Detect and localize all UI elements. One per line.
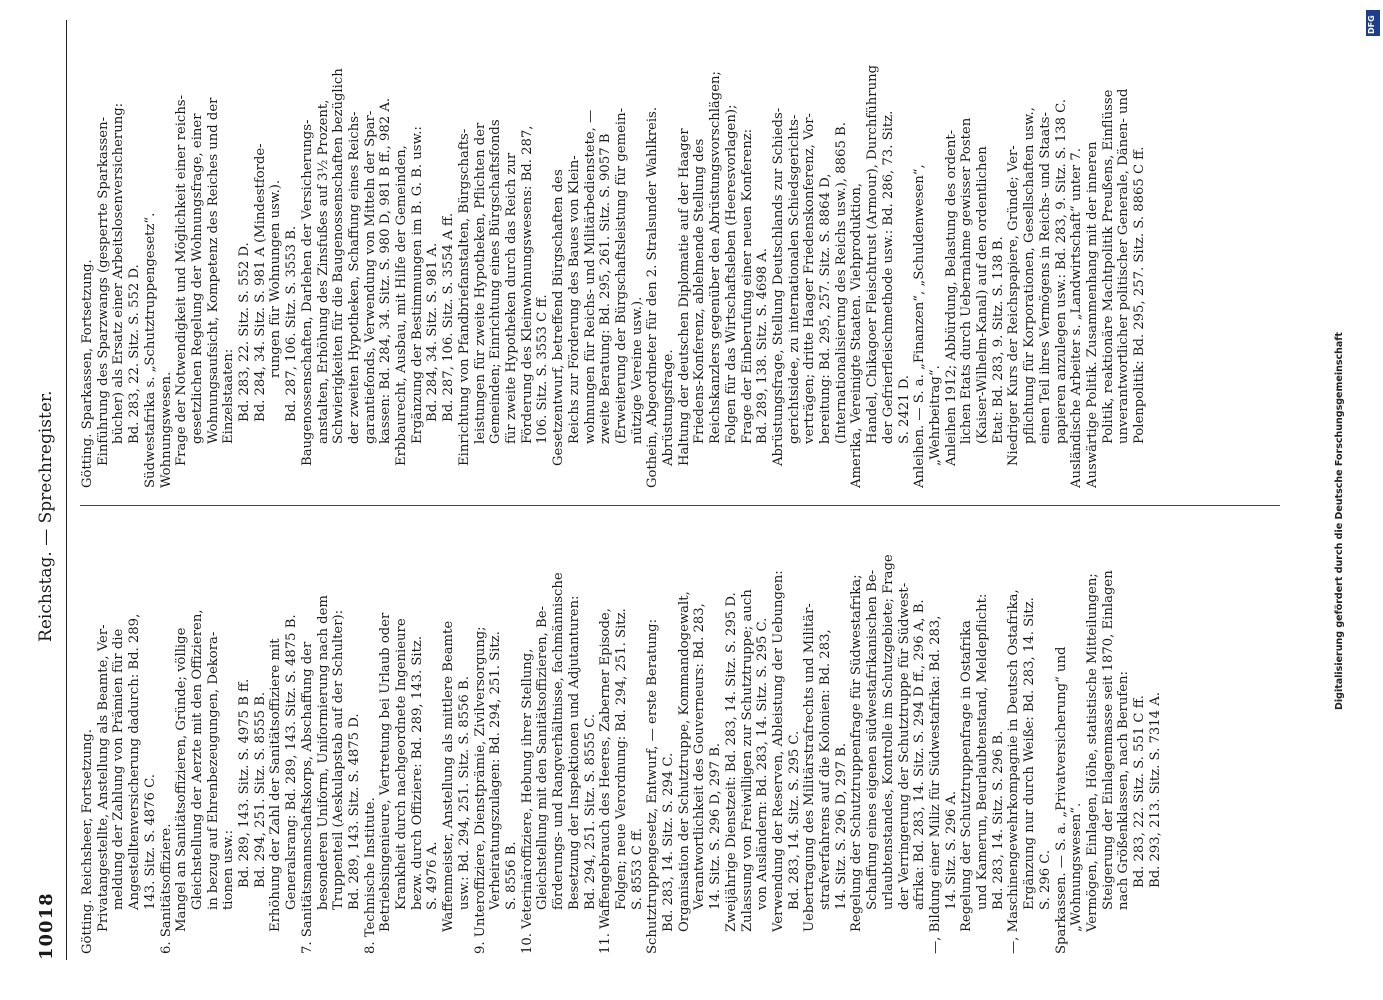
page-number: 10018 [35,892,57,960]
register-entry-line: Reichs zur Förderung des Baues von Klein- [566,155,582,444]
register-entry-line: Gleichstellung mit den Sanitätsoffizieren, Be- [535,606,551,910]
register-entry-line: Steigerung der Einlagenmasse seit 1870, Einlagen [1100,570,1116,910]
digitization-note [1320,10,1345,730]
register-entry-line: 14. Sitz. S. 296 D, 297 B. [708,742,724,910]
register-entry-line: Besetzung der Inspektionen und Adjutanturen: [566,595,582,910]
running-title: Reichstag. — Sprechregister. [36,390,56,642]
register-entry-line: 14. Sitz. S. 296 D, 297 B. [833,742,849,910]
register-entry-line: Etat: Bd. 283, 9. Sitz. S. 138 B. [990,236,1006,444]
register-entry-line: Bd. 284, 34. Sitz. S. 981 A (Mindestforde- [252,143,268,422]
register-entry-line: Anleihen. — S. a. „Finanzen“, „Schuldenwesen“, [912,164,928,488]
register-entry-line: Bd. 289, 143. Sitz. S. 4975 B ff. [237,678,253,888]
register-entry-line: Verheiratungszulagen: Bd. 294, 251. Sitz. [488,631,504,910]
register-entry-line: Polenpolitik: Bd. 295, 257. Sitz. S. 8865 C ff. [1132,146,1148,444]
register-entry-line: der Gefrierfleischmethode usw.: Bd. 286, 73. Sitz. [880,110,896,444]
register-entry-line: nützige Vereine usw.). [629,296,645,444]
register-entry-line: für zweite Hypotheken durch das Reich zur [503,152,519,444]
register-entry-line: garantiefonds, Verwendung von Mitteln der Spar- [362,110,378,444]
register-entry-line: 7. Sanitätsmannschaftskorps, Abschaffung der [299,641,315,954]
register-entry-line: anstalten, Erhöhung des Zinsfußes auf 3½ Prozent, [315,99,331,444]
register-entry-line: „Wehrbeitrag“. [927,365,943,466]
register-entry-line: papieren anzulegen usw.: Bd. 283, 9. Sitz. S. 138 C. [1053,99,1069,444]
register-entry-line: Bd. 283, 14. Sitz. S. 294 C. [661,752,677,932]
register-entry-line: Ergänzung nur durch Weiße: Bd. 283, 14. Sitz. [1022,597,1038,910]
register-entry-line: meldung der Zahlung von Prämien für die [111,628,127,910]
register-entry-line: förderungs- und Rangverhältnisse, fachmännische [551,572,567,910]
register-entry-line: Ausländische Arbeiter s. „Landwirtschaft“ unter 7. [1069,148,1085,488]
register-entry-line: Uebertragung des Militärstrafrechts und Militär- [802,603,818,932]
register-entry-line: Zulassung von Freiwilligen zur Schutztruppe; auch [739,589,755,932]
register-entry-line: Einrichtung von Pfandbriefanstalten, Bürgschafts- [456,128,472,466]
register-entry-line: Niedriger Kurs der Reichspapiere, Gründe; Ver- [1006,145,1022,466]
register-entry-line: Frage der Einberufung einer neuen Konferenz: [739,128,755,444]
register-entry-line: Privatangestellte, Anstellung als Beamte, Ver- [95,624,111,932]
register-entry-line: —, Bildung einer Miliz für Südwestafrika: Bd. 283, [927,615,943,954]
register-entry-line: bereitung: Bd. 295, 257. Sitz. S. 8864 D, [818,173,834,444]
register-entry-line: Truppenteil (Aeskulapstab auf der Schulter): [331,609,347,910]
register-entry-line: —, Maschinengewehrkompagnie in Deutsch Ostafrika, [1006,589,1022,954]
register-entry-line: Mangel an Sanitätsoffizieren, Gründe; völlige [174,627,190,932]
register-entry-line: 8. Technische Institute. [362,797,378,954]
register-entry-line: Schaffung eines eigenen südwestafrikanischen Be- [865,569,881,910]
register-entry-line: Wohnungswesen. [158,371,174,488]
register-entry-line: Gleichstellung der Aerzte mit den Offizieren, [189,609,205,910]
register-entry-line: Handel, Chikagoer Fleischtrust (Armour), Durchführung [865,64,881,444]
register-entry-line: pflichtung für Korporationen, Gesellschaften usw., [1022,107,1038,444]
register-entry-line: S. 8556 B. [503,841,519,910]
register-entry-line: Ergänzung der Bestimmungen im B. G. B. usw.: [409,126,425,444]
register-entry-line: (Kaiser-Wilhelm-Kanal) auf den ordentlichen [975,146,991,444]
register-entry-line: von Ausländern: Bd. 283, 14. Sitz. S. 295 C. [755,617,771,910]
register-entry-line: unverantwortlicher politischer Generale, Dänen- und [1116,88,1132,444]
register-entry-line: kassen: Bd. 284, 34. Sitz. S. 980 D, 981 B ff., 982 A. [378,97,394,444]
register-entry-line: Gothein, Abgeordneter für den 2. Stralsunder Wahlkreis. [645,106,661,488]
right-column [80,38,1300,488]
register-entry-line: Abrüstungsfrage, Stellung Deutschlands zur Schieds- [770,107,786,466]
register-entry-line: Reichskanzlers gegenüber den Abrüstungsvorschlägen; [708,71,724,444]
register-entry-line: nach Größenklassen, nach Berufen: [1116,671,1132,910]
register-entry-line: S. 2421 D. [896,375,912,444]
register-entry-line: 10. Veterinäroffiziere, Hebung ihrer Stellung, [519,648,535,954]
register-entry-line: leistungen für zweite Hypotheken, Pflichten der [472,122,488,444]
register-entry-line: Regelung der Schutztruppenfrage für Südwestafrika; [849,574,865,932]
register-entry-line: Anleihen 1912; Abbürdung, Belastung des ordent- [943,129,959,466]
register-entry-line: verträgen; dritte Haager Friedenskonferenz, Vor- [802,113,818,444]
register-entry-line: Abrüstungsfrage. [661,349,677,466]
dfg-badge-label: DFG [1367,15,1376,34]
register-entry-line: Südwestafrika s. „Schutztruppengesetz“. [142,212,158,488]
register-entry-line: Haltung der deutschen Diplomatie auf der Haager [676,128,692,466]
register-entry-line: zweite Beratung: Bd. 295, 261. Sitz. S. 9057 B [598,133,614,444]
register-entry-line: 11. Waffengebrauch des Heeres, Zaberner Episode, [598,608,614,954]
register-entry-line: und Kamerun, Beurlaubtenstand, Meldepflicht: [975,593,991,910]
register-entry-line: 14. Sitz. S. 296 A. [943,790,959,910]
register-entry-line: Bd. 294, 251. Sitz. S. 8555 C. [582,713,598,910]
register-entry-line: der zweiten Hypotheken, Schaffung eines Reichs- [346,111,362,444]
register-entry-line: Bd. 283, 14. Sitz. S. 295 C. [786,730,802,910]
register-entry-line: gerichtsidee, zu internationalen Schiedsgerichts- [786,114,802,444]
register-entry-line: tionen usw.: [221,829,237,910]
column-divider [80,505,1280,506]
register-entry-line: Bd. 287, 106. Sitz. S. 3554 A ff. [441,212,457,422]
register-entry-line: S. 8553 C ff. [629,827,645,910]
register-entry-line: Bd. 289, 138. Sitz. S. 4698 A. [755,248,771,444]
register-entry-line: Regelung der Schutztruppenfrage in Ostafrika [959,620,975,932]
page-header [28,20,64,960]
register-entry-line: Auswärtige Politik. Zusammenhang mit der inneren [1085,141,1100,488]
register-entry-line: Götting. Sparkassen, Fortsetzung. [80,259,95,488]
register-entry-line: Bd. 294, 251. Sitz. S. 8555 B. [252,691,268,888]
register-entry-line: Verantwortlichkeit des Gouverneurs: Bd. 283, [692,603,708,910]
register-entry-line: Verwendung der Reserven, Ableistung der Uebungen: [770,570,786,932]
register-entry-line: wohnungen für Reichs- und Militärbedienstete, — [582,109,598,444]
register-entry-line: in bezug auf Ehrenbezeugungen, Dekora- [205,631,221,910]
register-entry-line: Baugenossenschaften, Darlehen der Versicherungs- [299,119,315,466]
register-entry-line: S. 4976 A. [425,841,441,910]
register-entry-line: Bd. 287, 106. Sitz. S. 3553 B. [284,225,300,422]
register-entry-line: Friedens-Konferenz, ablehnende Stellung des [692,138,708,444]
register-entry-line: Schutztruppengesetz, Entwurf, — erste Beratung: [645,618,661,954]
dfg-badge [1366,10,1380,36]
register-entry-line: Bd. 283, 14. Sitz. S. 296 B. [990,730,1006,910]
register-entry-line: Waffenmeister, Anstellung als mittlere Beamte [441,620,457,932]
register-entry-line: (Erweiterung der Bürgschaftsleistung für gemein- [613,107,629,444]
register-entry-line: 6. Sanitätsoffiziere. [158,823,174,954]
register-entry-line: 106. Sitz. S. 3553 C ff. [535,294,551,444]
register-entry-line: (Internationalisierung des Reichs usw.), 8865 B. [833,122,849,444]
register-entry-line: Zweijährige Dienstzeit: Bd. 283, 14. Sitz. S. 295 D. [723,592,739,932]
register-entry-line: Förderung des Kleinwohnungswesens: Bd. 287, [519,125,535,444]
register-entry-line: bezw. durch Offiziere: Bd. 289, 143. Sitz. [409,635,425,910]
digitization-note-text: Digitalisierung gefördert durch die Deutsche Forschungsgemeinschaft [1334,332,1345,710]
register-entry-line: Sparkassen. — S. a. „Privatversicherung“ und [1053,646,1069,954]
register-entry-line: lichen Etats durch Uebernahme gewisser Posten [959,117,975,444]
register-entry-line: afrika: Bd. 283, 14. Sitz. S. 294 D ff., 296 A, B. [912,599,928,910]
register-entry-line: usw.: Bd. 294, 251. Sitz. S. 8556 B. [456,676,472,910]
register-entry-line: rungen für Wohnungen usw.). [268,179,284,378]
register-entry-line: Erbbaurecht, Ausbau, mit Hilfe der Gemeinden, [394,145,410,466]
register-entry-line: besonderen Uniform, Uniformierung nach dem [315,595,331,910]
header-rule [66,20,67,960]
register-entry-line: bücher) als Ersatz einer Arbeitslosenversicherung: [111,102,127,444]
register-entry-line: Vermögen, Einlagen, Höhe, statistische Mitteilungen; [1085,573,1100,932]
register-entry-line: strafverfahrens auf die Kolonien: Bd. 283, [818,629,834,910]
register-entry-line: „Wohnungswesen“. [1069,802,1085,932]
register-entry-line: Folgen für das Wirtschaftsleben (Heeresvorlagen); [723,104,739,444]
register-entry-line: Gemeinden; Einrichtung eines Bürgschaftsfonds [488,119,504,444]
register-entry-line: Bd. 283, 22. Sitz. S. 551 C ff. [1132,695,1148,888]
register-entry-line: Bd. 289, 143. Sitz. S. 4875 D. [346,713,362,910]
register-entry-line: gesetzlichen Regelung der Wohnungsfrage, einer [189,113,205,444]
register-entry-line: Wohnungsaufsicht, Kompetenz des Reiches und der [205,97,221,444]
register-entry-line: Götting. Reichsheer, Fortsetzung. [80,729,95,954]
register-entry-line: Folgen; neue Verordnung: Bd. 294, 251. Sitz. [613,608,629,910]
register-entry-line: der Verringerung der Schutztruppe für Südwest- [896,582,912,910]
register-entry-line: Krankheit durch nachgeordnete Ingenieure [394,618,410,910]
register-entry-line: Generalsrang: Bd. 289, 143. Sitz. S. 4875 B. [284,614,300,910]
register-entry-line: urlaubtenstandes, Kontrolle im Schutzgebiete; Frage [880,554,896,910]
register-entry-line: Bd. 284, 34. Sitz. S. 981 A. [425,242,441,422]
register-entry-line: Organisation der Schutztruppe, Kommandogewalt, [676,591,692,932]
register-entry-line: Bd. 283, 22. Sitz. S. 552 D. [237,242,253,422]
register-entry-line: Amerika, Vereinigte Staaten. Viehproduktion, [849,182,865,488]
register-entry-line: Bd. 283, 22. Sitz. S. 552 D. [127,264,143,444]
register-entry-line: Gesetzentwurf, betreffend Bürgschaften des [551,169,567,466]
register-entry-line: Erhöhung der Zahl der Sanitätsoffiziere mit [268,638,284,932]
register-entry-line: Angestelltenversicherung dadurch: Bd. 289, [127,613,143,910]
register-entry-line: Einzelstaaten: [221,348,237,444]
register-entry-line: Betriebsingenieure, Vertretung bei Urlaub oder [378,612,394,932]
register-entry-line: Politik, reaktionäre Machtpolitik Preußens, Einflüsse [1100,89,1116,444]
register-entry-line: 9. Unteroffiziere, Dienstprämie, Zivilversorgung; [472,626,488,954]
register-entry-line: Schwierigkeiten für die Baugenossenschaften bezüglich [331,68,347,444]
register-entry-line: einen Teil ihres Vermögens in Reichs- und Staats- [1037,112,1053,444]
register-entry-line: Bd. 293, 213. Sitz. S. 7314 A. [1147,692,1163,888]
register-entry-line: Einführung des Sparzwangs (gesperrte Sparkassen- [95,116,111,466]
register-entry-line: S. 296 C. [1037,849,1053,910]
left-column [80,504,1300,954]
register-entry-line: Frage der Notwendigkeit und Möglichkeit einer reichs- [174,94,190,466]
register-entry-line: 143. Sitz. S. 4876 C. [142,774,158,910]
